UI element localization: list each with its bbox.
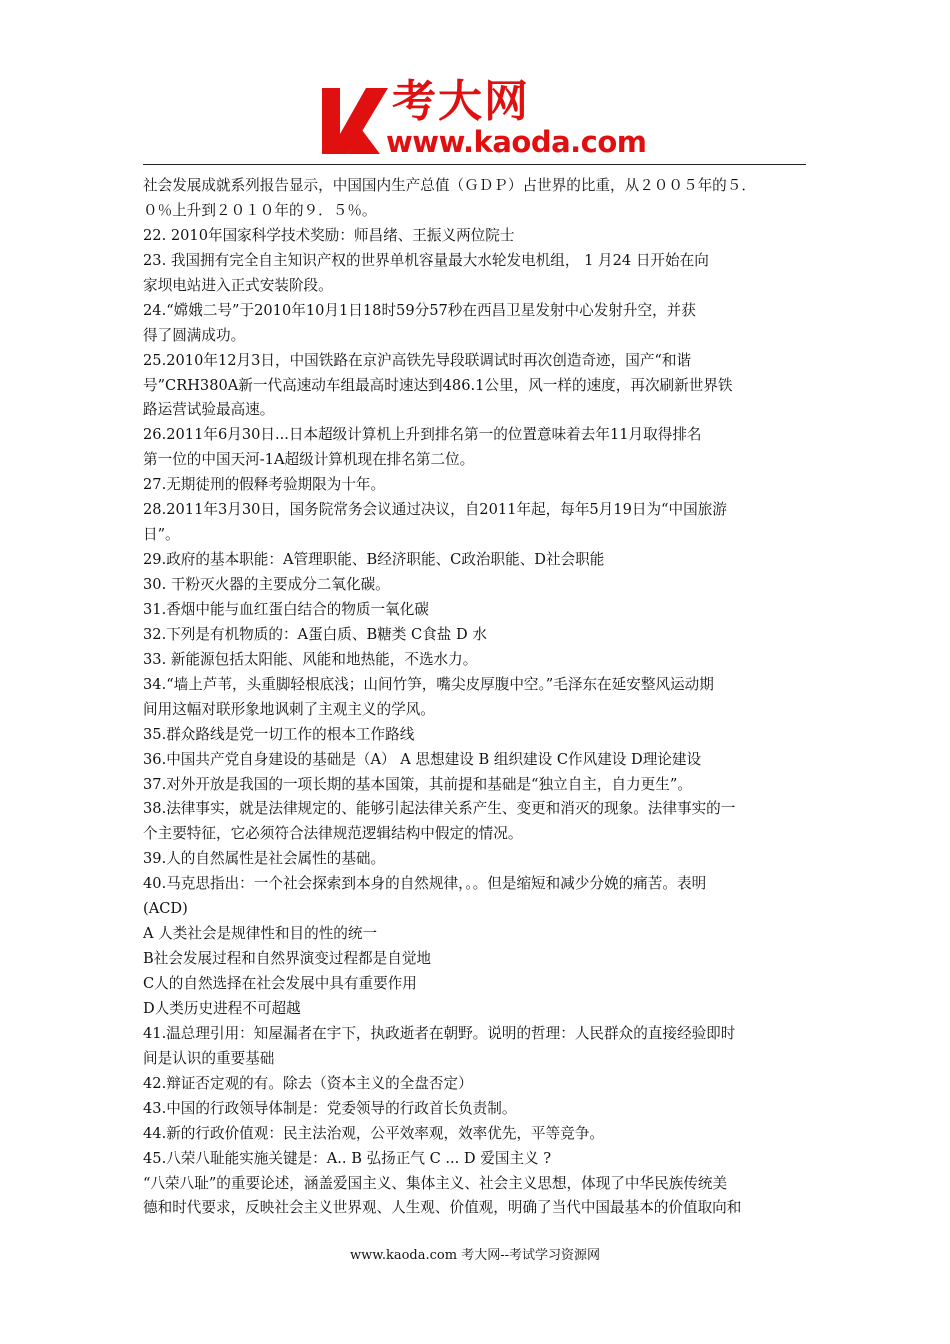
text-line: 27.无期徒刑的假释考验期限为十年。 — [143, 476, 386, 494]
kaoda-logo — [318, 76, 648, 160]
text-line: 39.人的自然属性是社会属性的基础。 — [143, 850, 386, 868]
logo-chinese-name: 考大网 — [392, 76, 530, 127]
text-line: 23. 我国拥有完全自主知识产权的世界单机容量最大水轮发电机组， 1 月24 日开始在向 — [143, 251, 709, 269]
text-line: B社会发展过程和自然界演变过程都是自觉地 — [143, 950, 432, 968]
text-line: 44.新的行政价值观：民主法治观，公平效率观，效率优先，平等竞争。 — [143, 1124, 605, 1142]
text-line: 41.温总理引用：知屋漏者在宇下，执政逝者在朝野。说明的哲理：人民群众的直接经验即时 — [143, 1024, 736, 1042]
text-line: 22. 2010年国家科学技术奖励：师昌绪、王振义两位院士 — [143, 226, 515, 244]
text-line: 25.2010年12月3日，中国铁路在京沪高铁先导段联调试时再次创造奇迹，国产“和谐 — [143, 351, 692, 369]
text-line: 43.中国的行政领导体制是：党委领导的行政首长负责制。 — [143, 1099, 517, 1117]
text-line: 35.群众路线是党一切工作的根本工作路线 — [143, 725, 415, 743]
text-line: 28.2011年3月30日，国务院常务会议通过决议，自2011年起，每年5月19日为“中国旅游 — [143, 501, 727, 519]
text-line: 29.政府的基本职能：A管理职能、B经济职能、C政治职能、D社会职能 — [143, 551, 605, 569]
text-line: 家坝电站进入正式安装阶段。 — [143, 276, 333, 294]
text-line: 24.“嫦娥二号”于2010年10月1日18时59分57秒在西昌卫星发射中心发射升空，并获 — [143, 301, 696, 319]
text-line: 42.辩证否定观的有。除去（资本主义的全盘否定） — [143, 1074, 473, 1092]
text-line: A 人类社会是规律性和目的性的统一 — [143, 925, 378, 943]
text-line: 30. 干粉灭火器的主要成分二氧化碳。 — [143, 576, 390, 593]
text-line: 德和时代要求，反映社会主义世界观、人生观、价值观，明确了当代中国最基本的价值取向和 — [143, 1199, 742, 1217]
text-line: 37.对外开放是我国的一项长期的基本国策，其前提和基础是“独立自主，自力更生”。 — [143, 775, 692, 793]
text-line: 31.香烟中能与血红蛋白结合的物质一氧化碳 — [143, 600, 429, 618]
text-line: 33. 新能源包括太阳能、风能和地热能，不选水力。 — [143, 650, 478, 668]
text-line: 号”CRH380A新一代高速动车组最高时速达到486.1公里，风一样的速度，再次刷新世界铁 — [143, 376, 733, 394]
page-footer: www.kaoda.com 考大网--考试学习资源网 — [350, 1248, 600, 1263]
text-line: 26.2011年6月30日...日本超级计算机上升到排名第一的位置意味着去年11月取得排名 — [143, 426, 702, 444]
text-line: (ACD) — [143, 900, 188, 918]
text-line: 日”。 — [143, 526, 180, 544]
text-line: D人类历史进程不可超越 — [143, 999, 301, 1017]
logo-url: www.kaoda.com — [386, 125, 647, 159]
text-line: 45.八荣八耻能实施关键是：A.. B 弘扬正气 C ... D 爱国主义 ? — [143, 1149, 552, 1167]
text-line: 间用这幅对联形象地讽刺了主观主义的学风。 — [143, 700, 435, 718]
text-line: 34.“墙上芦苇，头重脚轻根底浅；山间竹笋，嘴尖皮厚腹中空。”毛泽东在延安整风运动期 — [143, 675, 714, 693]
text-line: 得了圆满成功。 — [143, 326, 246, 344]
text-line: 36.中国共产党自身建设的基础是（A） A 思想建设 B 组织建设 C作风建设 D理论建设 — [143, 750, 702, 768]
text-line: 40.马克思指出：一个社会探索到本身的自然规律，。。但是缩短和减少分娩的痛苦。表明 — [143, 875, 707, 893]
text-line: C人的自然选择在社会发展中具有重要作用 — [143, 975, 417, 992]
text-line: 路运营试验最高速。 — [143, 401, 275, 419]
document-body — [143, 174, 811, 1221]
text-line: 38.法律事实，就是法律规定的、能够引起法律关系产生、变更和消灭的现象。法律事实的一 — [143, 800, 736, 818]
text-line: 间是认识的重要基础 — [143, 1049, 275, 1067]
text-line: 32.下列是有机物质的：A蛋白质、B糖类 C食盐 D 水 — [143, 625, 487, 643]
text-line: 社会发展成就系列报告显示，中国国内生产总值（ＧＤＰ）占世界的比重，从２００５年的５． — [143, 177, 756, 194]
header-divider — [143, 164, 806, 165]
text-line: ０％上升到２０１０年的９．５％。 — [143, 201, 377, 219]
text-line: “八荣八耻”的重要论述，涵盖爱国主义、集体主义、社会主义思想，体现了中华民族传统美 — [143, 1174, 728, 1192]
text-line: 个主要特征，它必须符合法律规范逻辑结构中假定的情况。 — [143, 825, 523, 843]
text-line: 第一位的中国天河-1A超级计算机现在排名第二位。 — [143, 451, 475, 469]
